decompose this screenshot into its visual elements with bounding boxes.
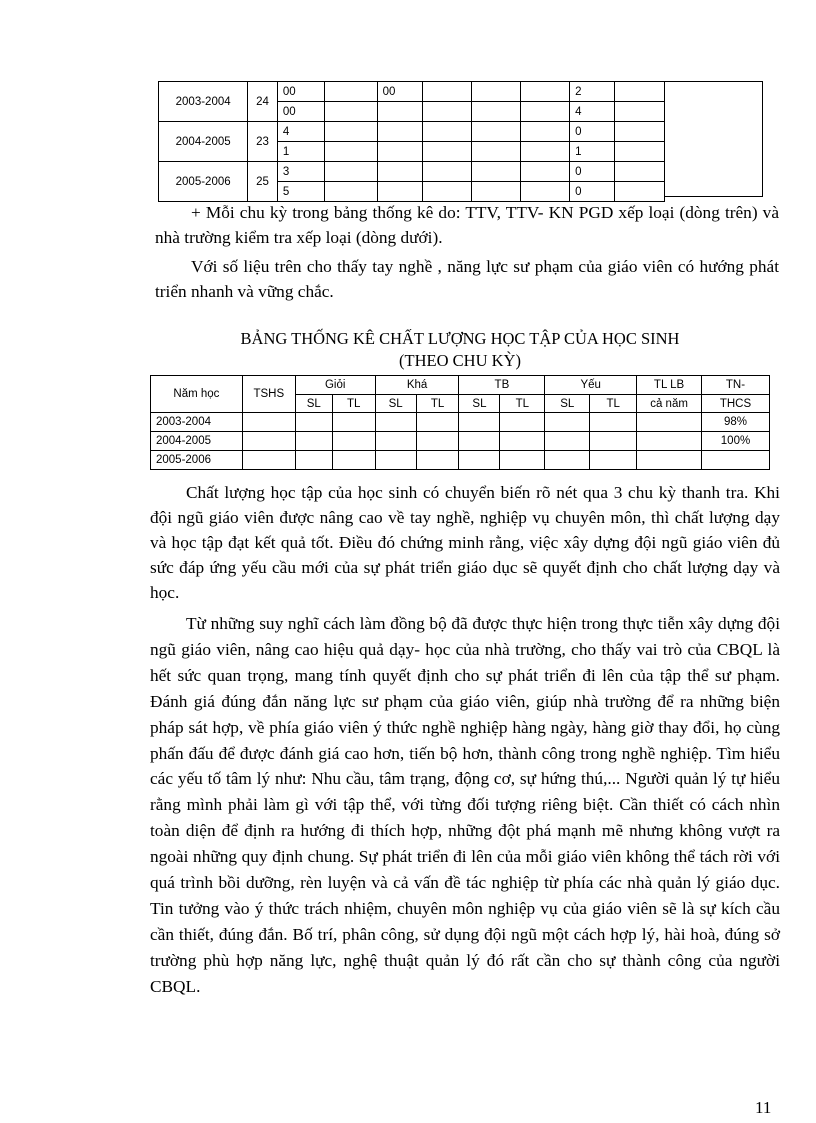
value-cell	[521, 82, 570, 102]
count-cell: 24	[248, 82, 278, 122]
header-gioi: Giỏi	[295, 376, 375, 395]
summary-text: Với số liệu trên cho thấy tay nghề , năng lực sư phạm của giáo viên có hướng phát triển nhanh và vững chắc.	[155, 257, 779, 301]
quality-paragraph	[150, 480, 780, 605]
value-cell	[422, 82, 471, 102]
value-cell	[471, 182, 521, 202]
subheader-sl: SL	[459, 395, 500, 413]
value-cell	[471, 82, 521, 102]
summary-paragraph	[155, 254, 779, 304]
tn-cell: 98%	[702, 413, 770, 432]
value-cell: 5	[277, 182, 324, 202]
quality-text: Chất lượng học tập của học sinh có chuyển biến rõ nét qua 3 chu kỳ thanh tra. Khi đội ngũ giáo viên được nâng cao về tay nghề, nghiệp vụ chuyên môn, thì chất lượng dạy và học tập đạt kết quả tốt. Điều đó chứng minh rằng, việc xây dựng đội ngũ giáo viên đủ sức đáp ứng yếu cầu mới của sự phát triển giáo dục sẽ quyết định cho chất lượng dạy và học.	[150, 483, 780, 602]
count-cell: 25	[248, 162, 278, 202]
value-cell	[521, 102, 570, 122]
value-cell	[471, 122, 521, 142]
value-cell	[615, 82, 665, 102]
value-cell	[325, 122, 378, 142]
table-teacher-rating	[158, 81, 665, 202]
value-cell: 3	[277, 162, 324, 182]
table-row	[159, 82, 665, 102]
value-cell: 00	[277, 102, 324, 122]
table-row	[159, 162, 665, 182]
value-cell	[422, 142, 471, 162]
table-extra-column	[665, 81, 763, 197]
value-cell: 0	[570, 122, 615, 142]
value-cell	[377, 182, 422, 202]
value-cell: 00	[277, 82, 324, 102]
management-text: Từ những suy nghĩ cách làm đồng bộ đã được thực hiện trong thực tiễn xây dựng đội ngũ giáo viên, nâng cao hiệu quả dạy- học của nhà trường, cho thấy vai trò của CBQL là hết sức quan trọng, mang tính quyết định cho sự phát triển đi lên của tập thể sư phạm. Đánh giá đúng đắn năng lực sư phạm của giáo viên, giúp nhà trường để ra những biện pháp sát hợp, về phía giáo viên ý thức nghề nghiệp hàng ngày, hàng giờ thay đổi, họ cùng phấn đấu để được đánh giá cao hơn, tiến bộ hơn, thành công trong nghề nghiệp. Tìm hiểu các yếu tố tâm lý như: Nhu cầu, tâm trạng, động cơ, sự hứng thú,... Người quản lý tự hiểu rằng mình phải làm gì với tập thể, với từng đối tượng riêng biệt. Cần thiết có cách nhìn toàn diện để định ra hướng đi thích hợp, những đột phá mạnh mẽ nhưng không vượt ra ngoài những quy định chung. Sự phát triển đi lên của mỗi giáo viên không thể tách rời với quá trình bồi dưỡng, rèn luyện và cả vấn đề tác nghiệp từ phía các nhà quản lý giáo dục. Tin tưởng vào ý thức trách nhiệm, chuyên môn nghiệp vụ của giáo viên sẽ là sự kích cầu cần thiết, đúng đắn. Bố trí, phân công, sử dụng đội ngũ một cách hợp lý, hài hoà, đúng sở trường phù hợp năng lực, nghệ thuật quản lý đó rất cần cho sự thành công của người CBQL.	[150, 614, 780, 996]
subheader-sl: SL	[295, 395, 332, 413]
value-cell	[521, 182, 570, 202]
year-cell: 2004-2005	[151, 432, 243, 451]
subheader-tl: TL	[590, 395, 637, 413]
value-cell: 1	[277, 142, 324, 162]
header-ca-nam: cả năm	[637, 395, 702, 413]
table-header-row	[151, 376, 770, 395]
value-cell	[377, 162, 422, 182]
header-nam-hoc: Năm học	[151, 376, 243, 413]
value-cell: 2	[570, 82, 615, 102]
value-cell	[377, 102, 422, 122]
value-cell	[521, 122, 570, 142]
value-cell	[521, 162, 570, 182]
value-cell: 4	[570, 102, 615, 122]
year-cell: 2003-2004	[159, 82, 248, 122]
value-cell	[422, 182, 471, 202]
value-cell	[422, 162, 471, 182]
value-cell	[325, 162, 378, 182]
value-cell	[377, 142, 422, 162]
year-cell: 2005-2006	[159, 162, 248, 202]
value-cell	[471, 102, 521, 122]
value-cell	[521, 142, 570, 162]
subheader-sl: SL	[545, 395, 590, 413]
table-subtitle: (THEO CHU KỲ)	[399, 351, 521, 370]
table-row	[151, 432, 770, 451]
header-yeu: Yếu	[545, 376, 637, 395]
subheader-tl: TL	[500, 395, 545, 413]
value-cell: 1	[570, 142, 615, 162]
subheader-sl: SL	[375, 395, 416, 413]
table-student-quality	[150, 375, 770, 470]
subheader-tl: TL	[416, 395, 459, 413]
table-title: BẢNG THỐNG KÊ CHẤT LƯỢNG HỌC TẬP CỦA HỌC SINH	[240, 329, 680, 348]
page-number: 11	[755, 1098, 772, 1117]
value-cell	[325, 182, 378, 202]
header-tl-lb: TL LB	[637, 376, 702, 395]
value-cell	[471, 142, 521, 162]
value-cell	[615, 102, 665, 122]
value-cell	[325, 142, 378, 162]
value-cell	[422, 122, 471, 142]
note-text: + Mỗi chu kỳ trong bảng thống kê do: TTV, TTV- KN PGD xếp loại (dòng trên) và nhà trường kiểm tra xếp loại (dòng dưới).	[155, 203, 779, 247]
value-cell: 0	[570, 162, 615, 182]
value-cell	[615, 182, 665, 202]
table-row	[159, 122, 665, 142]
tn-cell	[702, 451, 770, 470]
count-cell: 23	[248, 122, 278, 162]
note-paragraph	[155, 200, 779, 250]
year-cell: 2003-2004	[151, 413, 243, 432]
header-tb: TB	[459, 376, 545, 395]
header-tshs: TSHS	[242, 376, 295, 413]
header-tn: TN-	[702, 376, 770, 395]
subheader-tl: TL	[332, 395, 375, 413]
tn-cell: 100%	[702, 432, 770, 451]
header-thcs: THCS	[702, 395, 770, 413]
value-cell: 00	[377, 82, 422, 102]
value-cell	[325, 82, 378, 102]
value-cell	[615, 142, 665, 162]
value-cell	[325, 102, 378, 122]
table-row	[151, 451, 770, 470]
value-cell	[471, 162, 521, 182]
value-cell	[422, 102, 471, 122]
year-cell: 2004-2005	[159, 122, 248, 162]
value-cell	[377, 122, 422, 142]
management-paragraph	[150, 611, 780, 1000]
header-kha: Khá	[375, 376, 459, 395]
year-cell: 2005-2006	[151, 451, 243, 470]
value-cell: 4	[277, 122, 324, 142]
value-cell: 0	[570, 182, 615, 202]
value-cell	[615, 162, 665, 182]
value-cell	[615, 122, 665, 142]
table-row	[151, 413, 770, 432]
